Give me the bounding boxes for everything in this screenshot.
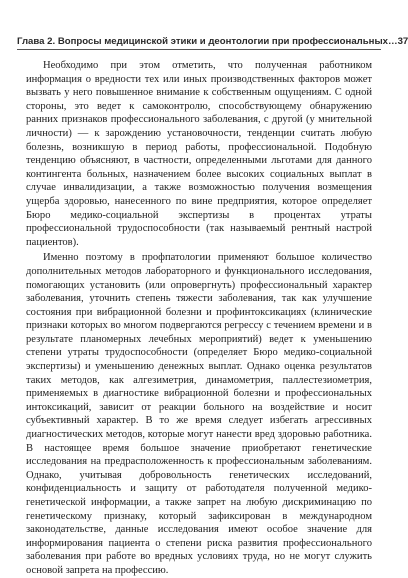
header-divider — [17, 49, 381, 50]
page-number: 37 — [397, 36, 408, 47]
running-header — [17, 29, 408, 47]
paragraph: Именно поэтому в профпатологии применяют большое количество дополнительных методов лабораторного и функционального исследования, помогающих установить (или опровергнуть) профессиональный характер заболевания, уточнить степень тяжести заболевания, так как улучшение состояния при вибрационной болезни и профинтоксикациях (клинические признаки которых во многом подвергаются регрессу с течением времени и в результате планомерных лечебных мероприятий) ведет к уменьшению степени утраты трудоспособности (определяет Бюро медико-социальной экспертизы) и уменьшению денежных выплат. Однако оценка результатов таких методов, как алгезиметрия, динамометрия, паллестезиометрия, применяемых в диагностике вибрационной болезни и профессиональных интоксикаций, зависит от реакции больного на воздействие и носит субъективный характер. В то же время следует избегать агрессивных диагностических методов, которые могут нанести вред здоровью работника. В настоящее время большое значение приобретают генетические исследования на предрасположенность к профессиональным заболеваниям. Однако, учитывая добровольность генетических исследований, конфиденциальность и защиту от работодателя полученной медико-генетической информации, а также запрет на любую дискриминацию по генетическому признаку, который зафиксирован в международном законодательстве, данные исследования имеют особое значение для информирования пациента о степени риска развития профессионального заболевания при работе во вредных условиях труда, но не могут служить основой запрета на профессию. — [26, 252, 372, 576]
chapter-title: Глава 2. Вопросы медицинской этики и деонтологии при профессиональных… — [17, 36, 398, 47]
paragraph: Необходимо при этом отметить, что полученная работником информация о вредности тех или иных производственных факторов может вызвать у него повышенное внимание к собственным ощущениям. С одной стороны, это ведет к самоконтролю, способствующему обнаружению ранних признаков профессионального заболевания, с другой (у мнительной личности) — к зарождению установочности, тенденции считать любую болезнь, возникшую в период работы, профессиональной. Подобную тенденцию объясняют, в частности, определенными льготами для данного контингента больных, назначением более высоких социальных выплат в случае инвалидизации, а также возможностью получения возмещения ущерба здоровью, нанесенного по вине предприятия, которое определяет Бюро медико-социальной экспертизы в процентах утраты профессиональной трудоспособности (так называемый рентный настрой пациентов). — [26, 60, 372, 248]
body-text — [26, 59, 372, 578]
